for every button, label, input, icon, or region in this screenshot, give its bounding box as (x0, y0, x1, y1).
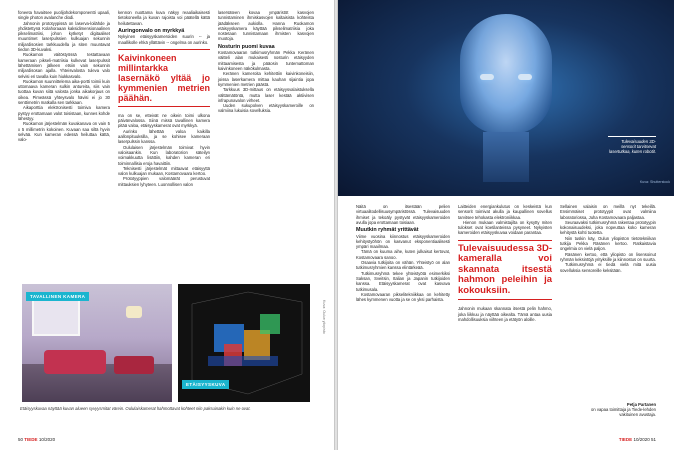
paragraph: Tämä on kuuma aihe, kuten julkaisut kertovat, Kostamovaara sanoo. (356, 249, 450, 260)
paragraph: Kostamovaaran tutkimusryhmän Pekka Keränen väitteli alan mukaisesti nosturin etäisyyden mittaamisesta ja pääosin tuntemattoman kaivinkoneen näkökulmasta. (218, 50, 314, 72)
paragraph: Sellainen valaisin on meillä nyt tekeillä. Ensimmäiset prototyypit ovat valmiina laboratoriossa, Juha Kostamovaara paljastaa. (560, 204, 656, 220)
paragraph: Osaavia tutkijoita on vähän. Yhteistyö on alan tutkimusryhmien kanssa elintärkeää. (356, 260, 450, 271)
paragraph: Nykyinen etäisyyskameroiden suurin -- ja maallikolle ehkä yllättävin -- ongelma on aurinko. (118, 34, 210, 45)
paragraph: kennon nuottama kuva näkyy reaaliaikaisesti tietokoneella ja kuvan rajoista voi päätellä kättä heilutettavan. (118, 10, 210, 26)
paragraph: Tutkimusryhmä ei tiedä vielä mitä uusia sovelluksia sensoreille keksitään. (560, 262, 656, 273)
right-page (338, 0, 674, 450)
paragraph: Tarkkuus 3D-mittaus on etäisyysvalaistuksella välttämätöntä, mutta laser kestää aktiivisen infrapunavalon virheet. (218, 87, 314, 103)
robot-eye-right (518, 74, 532, 80)
caption-rule (608, 136, 656, 137)
paragraph: Hienon mukaan valmistajilta on kysytty miten tulokset ovat koetilanteissa pysyneet. Nykyisten kameroiden etäisyyskuvaa voidaan parantaa. (458, 219, 552, 236)
lamp-shape (126, 306, 142, 318)
page-number: 50 (18, 437, 24, 442)
paragraph: Ruokamon väitöstyössä testattavaan kameraan pikseli-matriisia kulkevat laserpulssit lähettämisen jälkeen etsiin vain sekunnin miljardisosan ajalla. Yhteisvalosta tuleva valo selvisi eri tavalla kuin hiukkasvalo. (18, 52, 110, 79)
paragraph: Aikaporttia elektronisesti toimiva kamera pystyy erottamaan valot toisistaan, kunnes kohde lähestyy. (18, 105, 110, 121)
paragraph: Seuraavaksi tutkimusryhmä rakentaa prototyypin kokonaisuudeksi, joka nopeuttaa koko kameran kehitystä kohti tuotetta. (560, 219, 656, 236)
subheading: Nosturin puomi kuvaa (218, 43, 275, 50)
comparison-photos (22, 284, 310, 402)
paragraph: Keränen kameroita kehitettiin kaivinkoneisiin, joissa laserkamera mittaa kauhan sijaintia jopa kymmenien metrien päästä. (218, 71, 314, 87)
paragraph: Laitteiden energiankulutus on keskeistä kun sensorit toimivat akulla ja kaupallinen sovellus tarvitsee tehokasta elektroniikkaa. (458, 204, 552, 220)
paragraph: Ruokamon suunnittelema aika-portti toimii kuin uttomaava kameran sulkin antureita, siis vain tuottaa kuvan siitä valosta jonka aikakorjaus on oikea. Pimeässä yhteysvalo hävisi ei jo 30 senttimetrin matkalla sen tarkkaan. (18, 78, 110, 106)
window-shape (32, 298, 80, 336)
paragraph: Viime vuosina kiinnostus etäisyyskameroiden kehitystyöhön on kasvanut eksponentiaalisesti ympäri maailmaa. (356, 233, 450, 250)
robot-hero-image (338, 0, 674, 196)
paragraph: Teknisesti järjestelmät mittaavat etäisyyttä valon kulkuajan mukaan, Kostamovaara kertoo. (118, 165, 210, 177)
paragraph: foneeta havaitsee puolijohdekomponentti upaali, single photon avalanche diodi. (18, 10, 110, 21)
robot-neck-shape (483, 132, 529, 182)
paragraph: ma on se, etteivät ne oikein toimi ulkona päivänvalossa. Siinä missä tavallinen kamera pitää valoa, etäisyyskamerat ovat myrkkyä. (118, 112, 210, 129)
paragraph: Ruokamon järjestelmän kuvakanava on vain 5 x 5 millimetrin kokoinen. Kuvaan saa siltä hyvin selvää. Kun kameran edessä heiluttaa kättä, valo- (18, 121, 110, 143)
author-signature (576, 402, 656, 417)
photo-credit: Kuva: Oulun yliopisto (322, 300, 326, 334)
subheading: Muutkin ryhmät yrittävät (356, 227, 419, 234)
pull-quote: Tulevaisuudessa 3D-kameralla voi skannata itsestä hahmon peleihin ja kokouksiin. (458, 240, 552, 301)
robot-eye-left (480, 74, 494, 80)
paragraph: Oululaisen järjestelmän toimivat hyvin valoisaankin. Kun laboratorion säteilyn voimakkuutta lisättiin, kahden kameran eri toiminnallisia eroja havaittiin. (118, 144, 210, 166)
issue-number: 10/2020 (633, 437, 650, 442)
paragraph: Uuden sukupolven etäisyyskameroille on valmiina lukuisia sovelluksia. (218, 103, 314, 114)
pull-quote: Kaivinkoneen millintarkka lasernäkö yltää jo kymmenien metrien päähän. (118, 49, 210, 107)
room-photo (22, 284, 172, 402)
photo-caption: Etäisyyskuvaa näyttää kuvan alueen syvyysmitat värein. Oululaiskamerat hahmottavat kohteet niin paksuinakin kuin ne ovat. (20, 406, 251, 411)
paragraph: lasersäteen kovaa ympäristöt kasvojen tunnistaminen ihmiskasvojen kaltaisista kohteista jäädäkseen aukiolla. Hanna Ruokamon etäisyyskamera käyttää pikselimatriisia joka nostetaan tunnistamaan ihmisten kasvojen muotoja. (218, 10, 314, 42)
paragraph: Aurinko lähettää valoa kaikilla aallonpituuksilla, ja se kohisee kameraan laserpulssin kanssa. (118, 128, 210, 145)
issue-number: 10/2020 (38, 437, 56, 442)
magazine-name: TIEDE (24, 437, 38, 442)
paragraph: Näitä on itsestään pelien virtuaalitodellisuusympäristössä. Tulevaisuuden ihmiset ja tekoäly pystyvät etäisyyskameroiden avulla jopa erottamaan toisiaan. (356, 204, 450, 225)
left-column-1 (18, 10, 110, 142)
paragraph: Prototyyppien valomäärät perustuvat mittauksien lyhyteen. Luonnollisen valon (118, 176, 210, 187)
folio-right (619, 437, 656, 442)
page-number: 51 (650, 437, 656, 442)
paragraph: Jahnonin prototyypissä on laserva-loilähde ja yhdistettynä Kolahoraaan kaksidimensionaalinen pikselimatriisi, johon kytketyt digitaaliset muuntimet laserpulssien kulkuajan sekunnin miljardisosien tarkkuudella ja siten muuntavat tiedon 3D-kuvaksi. (18, 20, 110, 53)
right-column-1 (356, 204, 450, 302)
left-page (0, 0, 334, 450)
left-column-2 (118, 10, 210, 187)
hero-caption-text: Tulevaisuuden 3D-sensorit tarvitsevat lasertutkaa, kuten robotit. (608, 139, 656, 154)
sofa-shape (44, 350, 106, 374)
author-role: on vapaa toimittaja ja Tiede-lehden vakituinen avustaja. (591, 407, 656, 417)
folio-left (18, 437, 55, 442)
photo-tag-depth: ETÄISYYSKUVA (182, 380, 229, 389)
author-name: Petja Partanen (626, 402, 656, 407)
hero-credit: Kuva: Shutterstock (639, 180, 670, 184)
chair-shape (114, 356, 154, 374)
subheading: Auringonvalo on myrkkyä (118, 27, 185, 34)
hero-caption (608, 136, 656, 154)
left-column-3 (218, 10, 314, 114)
right-column-2 (458, 204, 552, 322)
magazine-name: TIEDE (618, 437, 633, 442)
photo-tag-camera: TAVALLINEN KAMERA (26, 292, 89, 301)
paragraph: Räsänen kertoo, että yliopisto on lisensoinut ryhmän keksintöjä yrityksille ja kiinnostus on suurta. (560, 251, 656, 262)
right-column-3 (560, 204, 656, 273)
paragraph: Jahnonin mukaan skannata itsestä pelin hahmo, joka liikkuu ja näyttää oikealta. Tämä antaa uusia mahdollisuuksia viihteen ja etätyön aloille. (458, 306, 552, 322)
paragraph: Kostamovaaran pikselitekniikkaa on kehitetty lähes kymmenen vuotta ja se on yksi parhaista. (356, 291, 450, 303)
paragraph: Niin tuskin käy, Oulun yliopiston tietotekniikan tutkija Pekka Räsänen kertoo. Ratkaistavia ongelmia on vielä paljon. (560, 235, 656, 252)
paragraph: Tutkimusryhmä tekee yhteistyötä esimerkiksi Saksan, Sveitsin, Italian ja Japanin tutkijoiden kanssa. Etäisyyskamerat ovat kasvava tutkimusala. (356, 270, 450, 292)
robot-head-shape (460, 14, 552, 134)
